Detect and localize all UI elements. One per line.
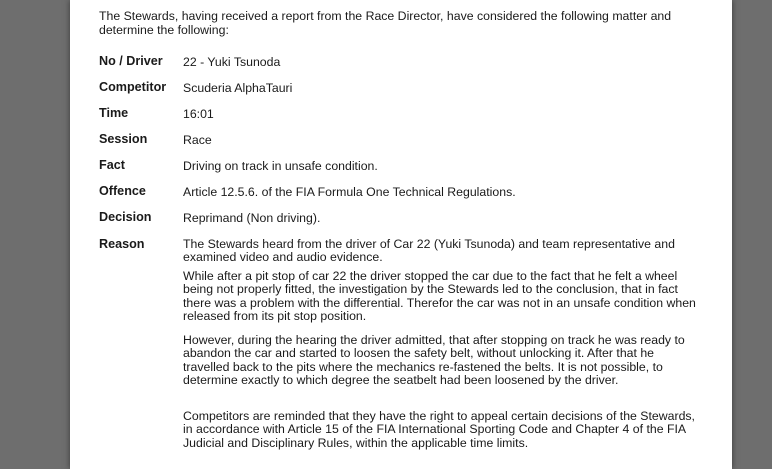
reason-paragraph-1: The Stewards heard from the driver of Car 22 (Yuki Tsunoda) and team representative and examined video and audio evidence. — [183, 237, 675, 265]
reason-paragraph-2: While after a pit stop of car 22 the driver stopped the car due to the fact that he felt a wheel being not properly fitted, the investigation by the Stewards led to the conclusion, that in fact there was a problem with the differential. Therefor the car was not in an unsafe condition when released from its pit stop position. — [183, 269, 696, 324]
field-value: Reprimand (Non driving). — [183, 211, 321, 225]
reason-paragraph-3: However, during the hearing the driver admitted, that after stopping on track he was ready to abandon the car and started to loosen the safety belt, without unlocking it. After that he travelled back to the pits where the mechanics re-fastened the belts. It is not possible, to determine exactly to which degree the seatbelt had been loosened by the driver. — [183, 333, 685, 388]
field-value: Race — [183, 133, 212, 147]
field-value: 22 - Yuki Tsunoda — [183, 55, 281, 69]
intro-text: The Stewards, having received a report from the Race Director, have considered the following matter and determine the following: — [99, 9, 672, 37]
field-value: Article 12.5.6. of the FIA Formula One Technical Regulations. — [183, 185, 516, 199]
field-value: 16:01 — [183, 107, 214, 121]
field-value: Driving on track in unsafe condition. — [183, 159, 378, 173]
field-label: Offence — [99, 184, 146, 198]
field-label: Decision — [99, 210, 152, 224]
field-label: Fact — [99, 158, 125, 172]
field-label: No / Driver — [99, 54, 163, 68]
field-label: Session — [99, 132, 148, 146]
field-label: Reason — [99, 237, 145, 251]
field-label: Competitor — [99, 80, 167, 94]
document-page — [70, 0, 732, 469]
field-label: Time — [99, 106, 129, 120]
field-value: Scuderia AlphaTauri — [183, 81, 293, 95]
reason-paragraph-4: Competitors are reminded that they have the right to appeal certain decisions of the Stewards, in accordance with Article 15 of the FIA International Sporting Code and Chapter 4 of the FIA Judicial and Disciplinary Rules, within the applicable time limits. — [183, 409, 695, 450]
